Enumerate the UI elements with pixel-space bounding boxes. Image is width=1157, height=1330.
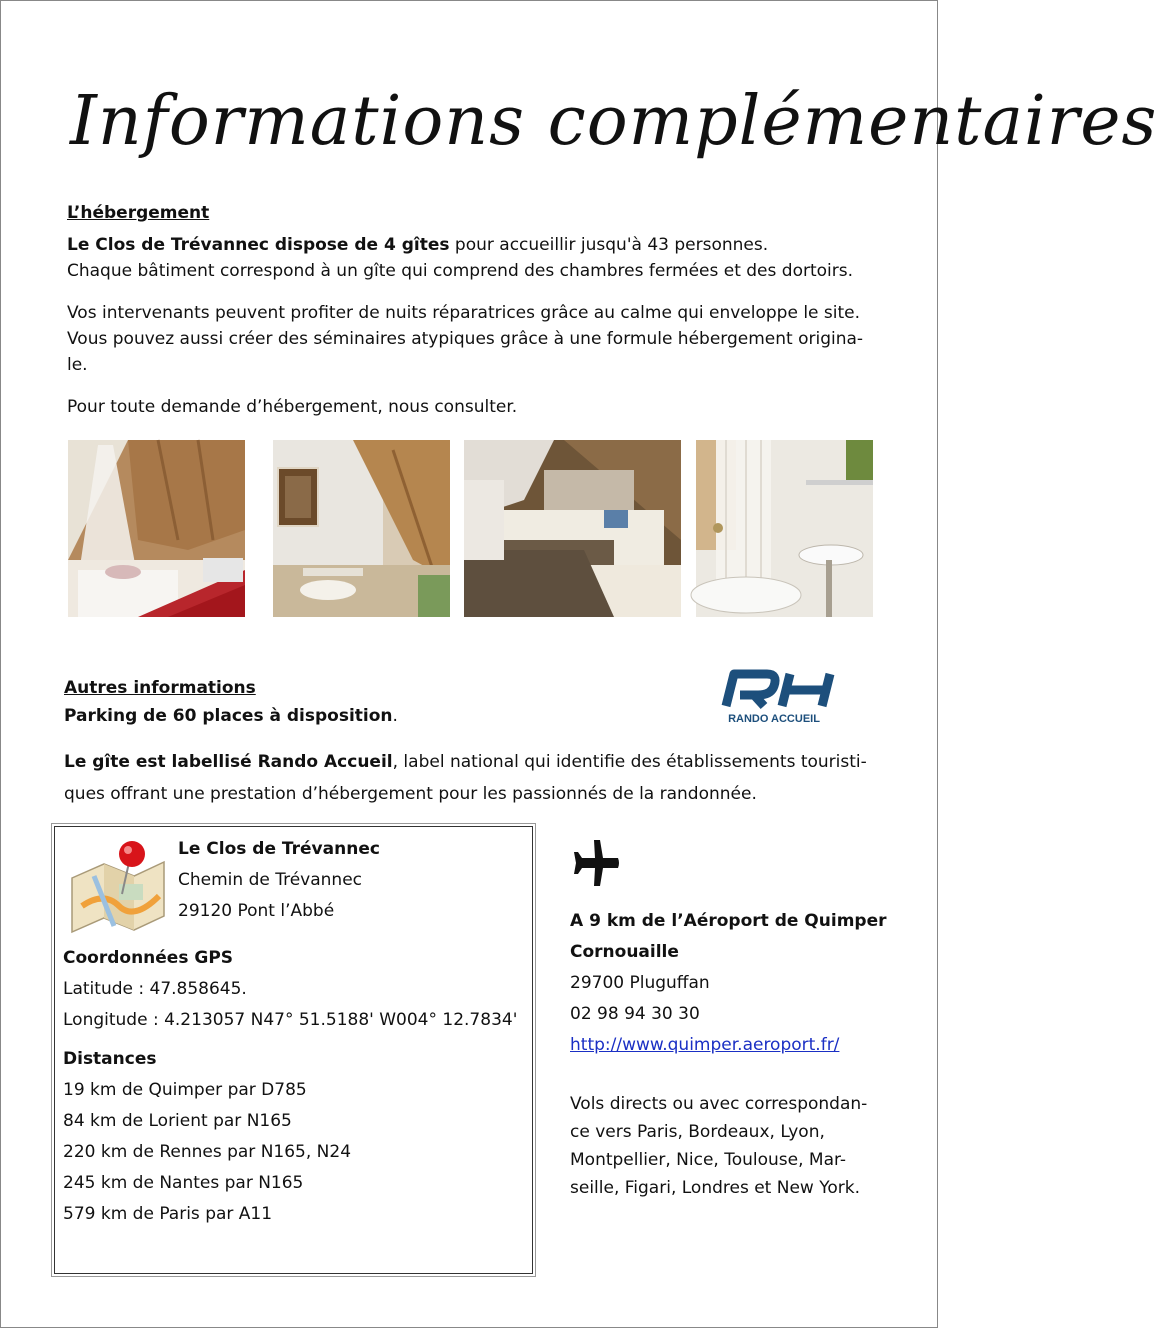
- airport-line2: Cornouaille: [570, 942, 679, 962]
- hebergement-line2: Chaque bâtiment correspond à un gîte qui comprend des chambres fermées et des dortoirs.: [67, 261, 854, 281]
- box-street: Chemin de Trévannec: [178, 870, 363, 890]
- flights-line: ce vers Paris, Bordeaux, Lyon,: [570, 1122, 825, 1142]
- distance-item: 579 km de Paris par A11: [63, 1204, 273, 1224]
- hebergement-line1: [67, 232, 768, 258]
- rando-accueil-logo: [712, 668, 836, 728]
- airport-line1: A 9 km de l’Aéroport de Quimper: [570, 911, 887, 931]
- hebergement-heading: L’hébergement: [67, 203, 210, 223]
- hebergement-line1-rest: pour accueillir jusqu'à 43 personnes.: [449, 235, 769, 255]
- photo-bathroom-tub: [696, 440, 873, 617]
- photo-bedroom-2: [464, 440, 681, 617]
- hebergement-para2-line1: Vos intervenants peuvent profiter de nuits réparatrices grâce au calme qui enveloppe le site.: [67, 303, 861, 323]
- gps-latitude: Latitude : 47.858645.: [63, 979, 247, 999]
- distance-item: 19 km de Quimper par D785: [63, 1080, 307, 1100]
- distances-heading: Distances: [63, 1049, 157, 1069]
- parking-dot: .: [392, 706, 398, 726]
- parking-line: [64, 703, 398, 729]
- hebergement-para3: Pour toute demande d’hébergement, nous consulter.: [67, 397, 518, 417]
- hebergement-para2-line3: le.: [67, 355, 88, 375]
- airport-link[interactable]: http://www.quimper.aeroport.fr/: [570, 1035, 840, 1055]
- flights-line: Montpellier, Nice, Toulouse, Mar-: [570, 1150, 847, 1170]
- flights-line: seille, Figari, Londres et New York.: [570, 1178, 860, 1198]
- map-pin-icon: [64, 836, 172, 936]
- distance-item: 220 km de Rennes par N165, N24: [63, 1142, 352, 1162]
- label-line2: ques offrant une prestation d’hébergement pour les passionnés de la randonnée.: [64, 784, 757, 804]
- distance-item: 84 km de Lorient par N165: [63, 1111, 292, 1131]
- flights-line: Vols directs ou avec correspondan-: [570, 1094, 868, 1114]
- hebergement-line1-bold: Le Clos de Trévannec dispose de 4 gîtes: [67, 235, 450, 255]
- autres-heading: Autres informations: [64, 678, 256, 698]
- box-city: 29120 Pont l’Abbé: [178, 901, 335, 921]
- airplane-icon: [570, 838, 620, 888]
- gps-longitude: Longitude : 4.213057 N47° 51.5188' W004° 12.7834': [63, 1010, 518, 1030]
- photo-bathroom-sink: [273, 440, 450, 617]
- page-title: Informations complémentaires: [70, 82, 1157, 161]
- label-rest1: , label national qui identifie des établissements touristi-: [392, 752, 867, 772]
- label-line1: [64, 746, 867, 778]
- box-name: Le Clos de Trévannec: [178, 839, 380, 859]
- hebergement-para2-line2: Vous pouvez aussi créer des séminaires atypiques grâce à une formule hébergement origina-: [67, 329, 864, 349]
- airport-city: 29700 Pluguffan: [570, 973, 710, 993]
- label-bold: Le gîte est labellisé Rando Accueil: [64, 752, 393, 772]
- airport-phone: 02 98 94 30 30: [570, 1004, 700, 1024]
- rando-logo-text: RANDO ACCUEIL: [728, 713, 820, 725]
- photo-bedroom-1: [68, 440, 245, 617]
- parking-bold: Parking de 60 places à disposition: [64, 706, 393, 726]
- distance-item: 245 km de Nantes par N165: [63, 1173, 304, 1193]
- gps-heading: Coordonnées GPS: [63, 948, 234, 968]
